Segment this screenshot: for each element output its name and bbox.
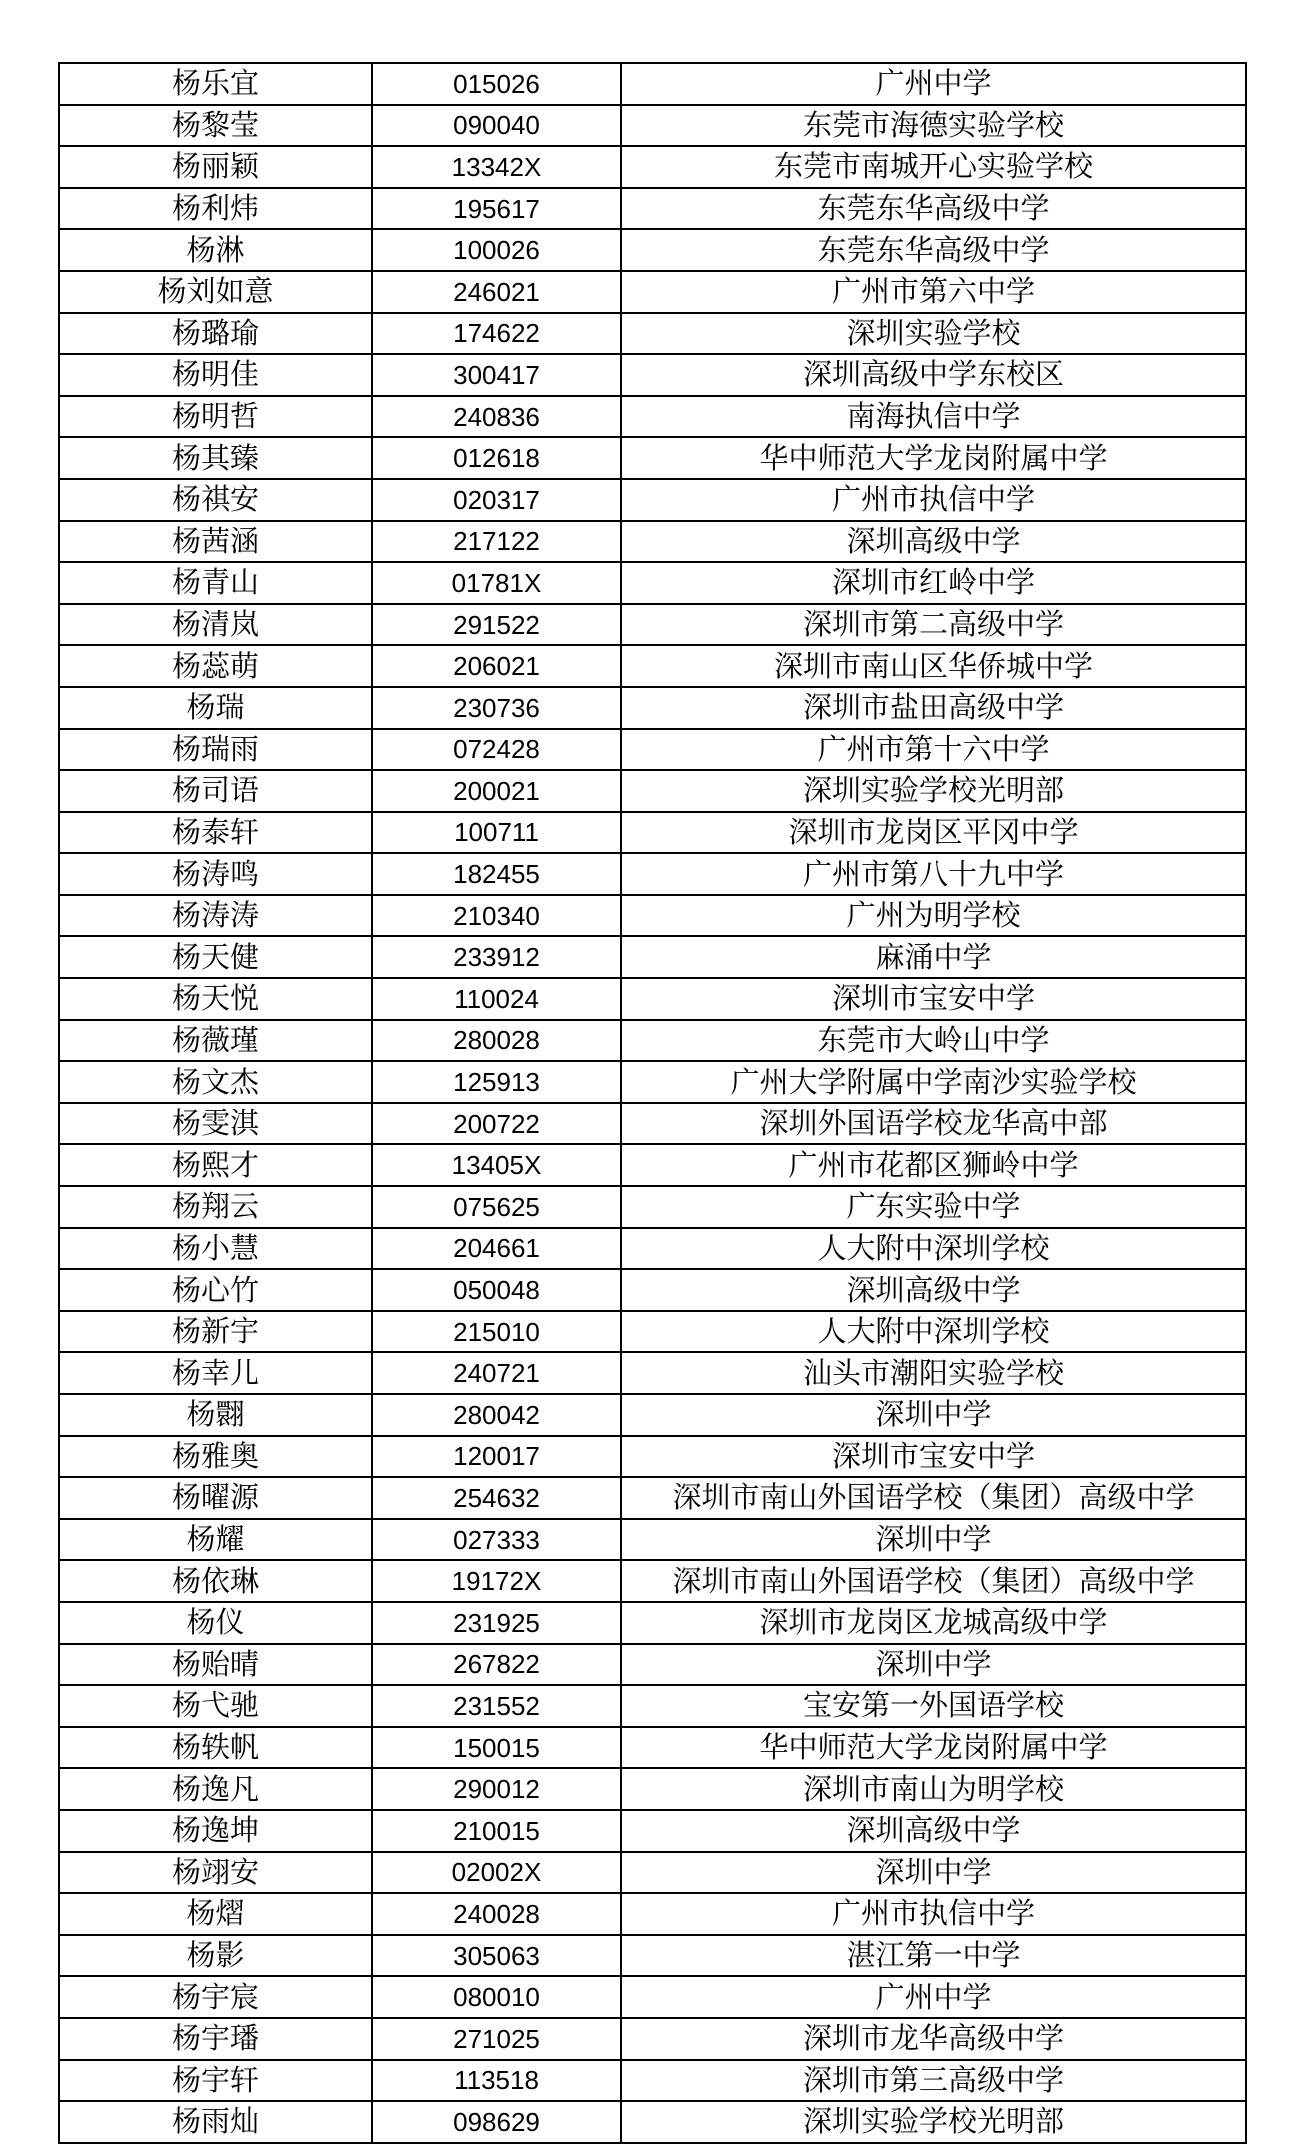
table-row <box>59 1186 1246 1228</box>
student-name-cell: 杨司语 <box>59 770 372 812</box>
school-name-cell: 深圳市南山外国语学校（集团）高级中学 <box>621 1560 1246 1602</box>
student-name-cell: 杨雨灿 <box>59 2101 372 2143</box>
student-name-cell: 杨宇宸 <box>59 1976 372 2018</box>
student-name-cell: 杨熙才 <box>59 1144 372 1186</box>
student-name-cell: 杨茜涵 <box>59 521 372 563</box>
table-row <box>59 521 1246 563</box>
table-row <box>59 1061 1246 1103</box>
school-name-cell: 东莞市大岭山中学 <box>621 1020 1246 1062</box>
student-name-cell: 杨黎莹 <box>59 105 372 147</box>
table-row <box>59 978 1246 1020</box>
student-name-cell: 杨雯淇 <box>59 1103 372 1145</box>
table-row <box>59 1352 1246 1394</box>
school-name-cell: 深圳市宝安中学 <box>621 978 1246 1020</box>
school-name-cell: 深圳高级中学 <box>621 1269 1246 1311</box>
student-id-cell: 13342X <box>372 146 621 188</box>
table-row <box>59 1810 1246 1852</box>
table-row <box>59 63 1246 105</box>
roster-body <box>59 63 1246 2143</box>
school-name-cell: 深圳市龙华高级中学 <box>621 2018 1246 2060</box>
school-name-cell: 华中师范大学龙岗附属中学 <box>621 437 1246 479</box>
student-name-cell: 杨翾 <box>59 1394 372 1436</box>
table-row <box>59 1935 1246 1977</box>
student-name-cell: 杨泰轩 <box>59 812 372 854</box>
student-name-cell: 杨逸凡 <box>59 1768 372 1810</box>
school-name-cell: 深圳高级中学 <box>621 521 1246 563</box>
student-id-cell: 240028 <box>372 1893 621 1935</box>
student-name-cell: 杨逸坤 <box>59 1810 372 1852</box>
student-id-cell: 080010 <box>372 1976 621 2018</box>
student-id-cell: 125913 <box>372 1061 621 1103</box>
student-id-cell: 110024 <box>372 978 621 1020</box>
school-name-cell: 广州市第八十九中学 <box>621 853 1246 895</box>
table-row <box>59 1768 1246 1810</box>
student-name-cell: 杨影 <box>59 1935 372 1977</box>
table-row <box>59 1144 1246 1186</box>
table-row <box>59 1602 1246 1644</box>
student-id-cell: 290012 <box>372 1768 621 1810</box>
table-row <box>59 687 1246 729</box>
school-name-cell: 深圳实验学校光明部 <box>621 770 1246 812</box>
student-id-cell: 231925 <box>372 1602 621 1644</box>
student-id-cell: 027333 <box>372 1519 621 1561</box>
school-name-cell: 深圳实验学校 <box>621 313 1246 355</box>
student-id-cell: 240836 <box>372 396 621 438</box>
table-row <box>59 1976 1246 2018</box>
school-name-cell: 广东实验中学 <box>621 1186 1246 1228</box>
table-row <box>59 1477 1246 1519</box>
table-row <box>59 188 1246 230</box>
table-row <box>59 1394 1246 1436</box>
student-id-cell: 02002X <box>372 1852 621 1894</box>
student-id-cell: 195617 <box>372 188 621 230</box>
student-name-cell: 杨文杰 <box>59 1061 372 1103</box>
student-id-cell: 012618 <box>372 437 621 479</box>
student-id-cell: 01781X <box>372 562 621 604</box>
table-row <box>59 354 1246 396</box>
student-id-cell: 300417 <box>372 354 621 396</box>
student-name-cell: 杨明佳 <box>59 354 372 396</box>
student-name-cell: 杨弋驰 <box>59 1685 372 1727</box>
school-name-cell: 深圳市第三高级中学 <box>621 2060 1246 2102</box>
student-id-cell: 271025 <box>372 2018 621 2060</box>
student-name-cell: 杨涛涛 <box>59 895 372 937</box>
table-row <box>59 1436 1246 1478</box>
student-name-cell: 杨宇璠 <box>59 2018 372 2060</box>
table-row <box>59 1103 1246 1145</box>
school-name-cell: 广州市花都区狮岭中学 <box>621 1144 1246 1186</box>
student-name-cell: 杨曜源 <box>59 1477 372 1519</box>
table-row <box>59 1311 1246 1353</box>
student-name-cell: 杨仪 <box>59 1602 372 1644</box>
student-name-cell: 杨蕊萌 <box>59 645 372 687</box>
student-id-cell: 200722 <box>372 1103 621 1145</box>
student-name-cell: 杨璐瑜 <box>59 313 372 355</box>
table-row <box>59 2018 1246 2060</box>
student-id-cell: 050048 <box>372 1269 621 1311</box>
table-row <box>59 437 1246 479</box>
table-row <box>59 562 1246 604</box>
student-id-cell: 230736 <box>372 687 621 729</box>
student-id-cell: 182455 <box>372 853 621 895</box>
student-name-cell: 杨明哲 <box>59 396 372 438</box>
student-id-cell: 305063 <box>372 1935 621 1977</box>
student-name-cell: 杨利炜 <box>59 188 372 230</box>
student-name-cell: 杨刘如意 <box>59 271 372 313</box>
table-row <box>59 2101 1246 2143</box>
table-row <box>59 396 1246 438</box>
student-name-cell: 杨小慧 <box>59 1228 372 1270</box>
school-name-cell: 湛江第一中学 <box>621 1935 1246 1977</box>
student-id-cell: 150015 <box>372 1727 621 1769</box>
student-name-cell: 杨幸儿 <box>59 1352 372 1394</box>
table-row <box>59 853 1246 895</box>
school-name-cell: 深圳市南山区华侨城中学 <box>621 645 1246 687</box>
student-name-cell: 杨天悦 <box>59 978 372 1020</box>
student-id-cell: 217122 <box>372 521 621 563</box>
school-name-cell: 东莞市海德实验学校 <box>621 105 1246 147</box>
school-name-cell: 宝安第一外国语学校 <box>621 1685 1246 1727</box>
table-row <box>59 604 1246 646</box>
student-id-cell: 113518 <box>372 2060 621 2102</box>
table-row <box>59 895 1246 937</box>
school-name-cell: 深圳实验学校光明部 <box>621 2101 1246 2143</box>
student-id-cell: 13405X <box>372 1144 621 1186</box>
school-name-cell: 广州为明学校 <box>621 895 1246 937</box>
student-id-cell: 120017 <box>372 1436 621 1478</box>
school-name-cell: 麻涌中学 <box>621 936 1246 978</box>
table-row <box>59 770 1246 812</box>
school-name-cell: 广州市执信中学 <box>621 1893 1246 1935</box>
student-name-cell: 杨心竹 <box>59 1269 372 1311</box>
student-name-cell: 杨翊安 <box>59 1852 372 1894</box>
table-row <box>59 146 1246 188</box>
student-id-cell: 291522 <box>372 604 621 646</box>
student-name-cell: 杨熠 <box>59 1893 372 1935</box>
student-name-cell: 杨清岚 <box>59 604 372 646</box>
table-row <box>59 271 1246 313</box>
student-name-cell: 杨瑞雨 <box>59 729 372 771</box>
school-name-cell: 深圳市南山外国语学校（集团）高级中学 <box>621 1477 1246 1519</box>
table-row <box>59 1644 1246 1686</box>
student-id-cell: 246021 <box>372 271 621 313</box>
school-name-cell: 东莞东华高级中学 <box>621 229 1246 271</box>
school-name-cell: 广州大学附属中学南沙实验学校 <box>621 1061 1246 1103</box>
student-id-cell: 231552 <box>372 1685 621 1727</box>
school-name-cell: 华中师范大学龙岗附属中学 <box>621 1727 1246 1769</box>
student-name-cell: 杨其臻 <box>59 437 372 479</box>
school-name-cell: 深圳市盐田高级中学 <box>621 687 1246 729</box>
school-name-cell: 广州市第十六中学 <box>621 729 1246 771</box>
school-name-cell: 南海执信中学 <box>621 396 1246 438</box>
student-id-cell: 215010 <box>372 1311 621 1353</box>
student-id-cell: 210015 <box>372 1810 621 1852</box>
table-row <box>59 1560 1246 1602</box>
student-id-cell: 174622 <box>372 313 621 355</box>
school-name-cell: 广州市执信中学 <box>621 479 1246 521</box>
table-row <box>59 1269 1246 1311</box>
table-row <box>59 313 1246 355</box>
school-name-cell: 深圳市龙岗区龙城高级中学 <box>621 1602 1246 1644</box>
table-row <box>59 1852 1246 1894</box>
student-id-cell: 240721 <box>372 1352 621 1394</box>
student-id-cell: 19172X <box>372 1560 621 1602</box>
roster-table <box>58 62 1247 2144</box>
school-name-cell: 深圳市南山为明学校 <box>621 1768 1246 1810</box>
table-row <box>59 1893 1246 1935</box>
table-row <box>59 936 1246 978</box>
student-id-cell: 072428 <box>372 729 621 771</box>
student-name-cell: 杨瑞 <box>59 687 372 729</box>
student-name-cell: 杨宇轩 <box>59 2060 372 2102</box>
student-id-cell: 020317 <box>372 479 621 521</box>
table-row <box>59 729 1246 771</box>
student-name-cell: 杨翔云 <box>59 1186 372 1228</box>
student-name-cell: 杨天健 <box>59 936 372 978</box>
student-name-cell: 杨轶帆 <box>59 1727 372 1769</box>
student-name-cell: 杨祺安 <box>59 479 372 521</box>
student-name-cell: 杨耀 <box>59 1519 372 1561</box>
school-name-cell: 人大附中深圳学校 <box>621 1228 1246 1270</box>
school-name-cell: 深圳中学 <box>621 1852 1246 1894</box>
table-row <box>59 1228 1246 1270</box>
student-name-cell: 杨淋 <box>59 229 372 271</box>
student-name-cell: 杨贻晴 <box>59 1644 372 1686</box>
school-name-cell: 汕头市潮阳实验学校 <box>621 1352 1246 1394</box>
table-row <box>59 1685 1246 1727</box>
school-name-cell: 广州中学 <box>621 63 1246 105</box>
table-row <box>59 645 1246 687</box>
student-name-cell: 杨青山 <box>59 562 372 604</box>
student-name-cell: 杨依琳 <box>59 1560 372 1602</box>
school-name-cell: 人大附中深圳学校 <box>621 1311 1246 1353</box>
student-name-cell: 杨乐宜 <box>59 63 372 105</box>
table-row <box>59 229 1246 271</box>
school-name-cell: 深圳中学 <box>621 1519 1246 1561</box>
student-id-cell: 200021 <box>372 770 621 812</box>
student-id-cell: 090040 <box>372 105 621 147</box>
student-name-cell: 杨丽颖 <box>59 146 372 188</box>
school-name-cell: 广州市第六中学 <box>621 271 1246 313</box>
student-id-cell: 015026 <box>372 63 621 105</box>
school-name-cell: 深圳市龙岗区平冈中学 <box>621 812 1246 854</box>
school-name-cell: 东莞市南城开心实验学校 <box>621 146 1246 188</box>
student-id-cell: 075625 <box>372 1186 621 1228</box>
student-name-cell: 杨雅奥 <box>59 1436 372 1478</box>
table-row <box>59 812 1246 854</box>
table-row <box>59 1519 1246 1561</box>
student-id-cell: 280028 <box>372 1020 621 1062</box>
school-name-cell: 深圳外国语学校龙华高中部 <box>621 1103 1246 1145</box>
table-row <box>59 105 1246 147</box>
school-name-cell: 深圳市红岭中学 <box>621 562 1246 604</box>
student-id-cell: 100711 <box>372 812 621 854</box>
student-id-cell: 204661 <box>372 1228 621 1270</box>
school-name-cell: 深圳市第二高级中学 <box>621 604 1246 646</box>
school-name-cell: 深圳高级中学 <box>621 1810 1246 1852</box>
student-id-cell: 254632 <box>372 1477 621 1519</box>
student-name-cell: 杨薇瑾 <box>59 1020 372 1062</box>
student-name-cell: 杨涛鸣 <box>59 853 372 895</box>
table-row <box>59 479 1246 521</box>
table-row <box>59 1020 1246 1062</box>
student-id-cell: 267822 <box>372 1644 621 1686</box>
student-id-cell: 233912 <box>372 936 621 978</box>
student-name-cell: 杨新宇 <box>59 1311 372 1353</box>
school-name-cell: 深圳中学 <box>621 1394 1246 1436</box>
student-id-cell: 100026 <box>372 229 621 271</box>
student-id-cell: 098629 <box>372 2101 621 2143</box>
student-id-cell: 210340 <box>372 895 621 937</box>
table-row <box>59 1727 1246 1769</box>
school-name-cell: 东莞东华高级中学 <box>621 188 1246 230</box>
school-name-cell: 深圳市宝安中学 <box>621 1436 1246 1478</box>
school-name-cell: 广州中学 <box>621 1976 1246 2018</box>
table-row <box>59 2060 1246 2102</box>
school-name-cell: 深圳高级中学东校区 <box>621 354 1246 396</box>
school-name-cell: 深圳中学 <box>621 1644 1246 1686</box>
student-id-cell: 206021 <box>372 645 621 687</box>
student-id-cell: 280042 <box>372 1394 621 1436</box>
